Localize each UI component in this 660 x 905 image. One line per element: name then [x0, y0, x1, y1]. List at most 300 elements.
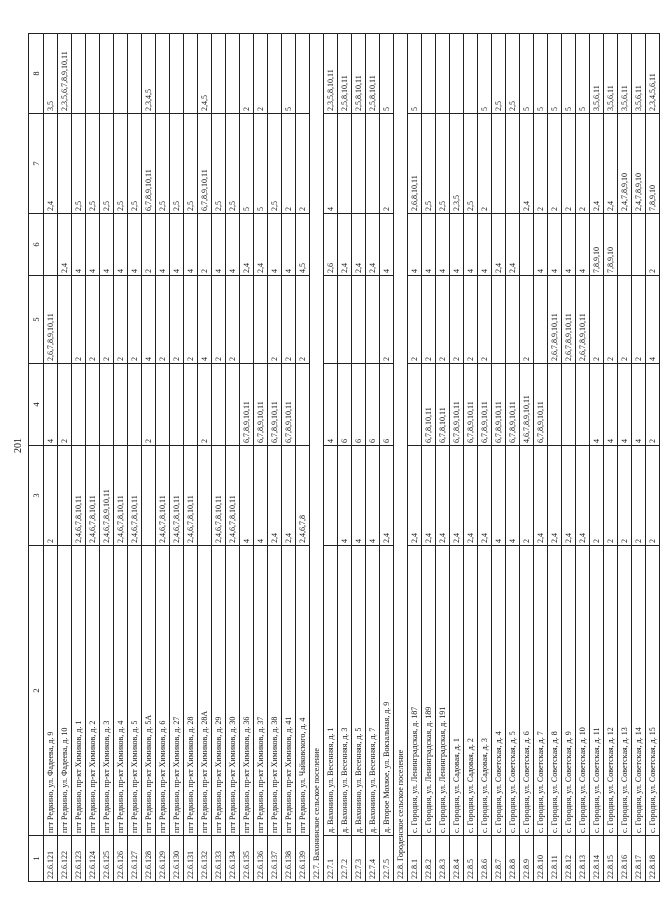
code-cell: 4: [170, 214, 184, 276]
code-cell: 2: [212, 276, 226, 364]
code-cell: 2: [618, 446, 632, 546]
code-cell: 4: [422, 214, 436, 276]
code-cell: 2,4: [548, 446, 562, 546]
code-cell: 4: [324, 114, 338, 214]
code-cell: 2: [58, 364, 72, 446]
code-cell: 2: [436, 276, 450, 364]
code-cell: 2: [142, 364, 156, 446]
code-cell: [366, 114, 380, 214]
code-cell: [268, 34, 282, 114]
code-cell: 2,5,8,10,11: [366, 34, 380, 114]
code-cell: 5: [282, 34, 296, 114]
row-number-cell: 22.6.124: [86, 836, 100, 882]
code-cell: 2,4: [450, 446, 464, 546]
address-cell: с. Городня, ул. Советская, д. 14: [632, 546, 646, 836]
code-cell: [520, 214, 534, 276]
row-number-cell: 22.6.130: [170, 836, 184, 882]
code-cell: [422, 34, 436, 114]
table-row: [254, 34, 268, 882]
code-cell: [464, 34, 478, 114]
code-cell: 2: [380, 114, 394, 214]
row-number-cell: 22.6.121: [44, 836, 58, 882]
code-cell: 2,4,6,7,8,10,11: [156, 446, 170, 546]
code-cell: 5: [534, 34, 548, 114]
address-cell: пгт Редкино, пр-кт Химиков, д. 29: [212, 546, 226, 836]
table-row: [212, 34, 226, 882]
code-cell: 2,4: [422, 446, 436, 546]
code-cell: 4: [128, 214, 142, 276]
code-cell: 2,4: [268, 446, 282, 546]
address-cell: с. Городня, ул. Ленинградская, д. 191: [436, 546, 450, 836]
code-cell: 2: [72, 276, 86, 364]
code-cell: 2,4,6,7,8,10,11: [72, 446, 86, 546]
code-cell: 4: [72, 214, 86, 276]
code-cell: 2,4: [240, 214, 254, 276]
row-number-cell: 22.6.123: [72, 836, 86, 882]
row-number-cell: 22.8.1: [408, 836, 422, 882]
code-cell: 2: [226, 276, 240, 364]
code-cell: [436, 34, 450, 114]
code-cell: 2,4,6,7,8,10,11: [128, 446, 142, 546]
code-cell: [450, 34, 464, 114]
header-cell: 1: [29, 836, 44, 882]
code-cell: 2,4: [408, 446, 422, 546]
code-cell: 2,5,8,10,11: [352, 34, 366, 114]
code-cell: 6,7,8,9,10,11: [142, 114, 156, 214]
table-row: [240, 34, 254, 882]
code-cell: 6,7,8,9,10,11: [254, 364, 268, 446]
table-row: [436, 34, 450, 882]
header-cell: 2: [29, 546, 44, 836]
table-row: [618, 34, 632, 882]
code-cell: 2,4,6,7,8,10,11: [170, 446, 184, 546]
code-cell: [128, 34, 142, 114]
address-cell: пгт Редкино, пр-кт Химиков, д. 27: [170, 546, 184, 836]
code-cell: 3,5,6,11: [590, 34, 604, 114]
code-cell: 2: [282, 114, 296, 214]
code-cell: 2,6,7,8,9,10,11: [44, 276, 58, 364]
code-cell: [156, 34, 170, 114]
row-number-cell: 22.8.15: [604, 836, 618, 882]
table-row: [520, 34, 534, 882]
section-title: 22.8. Городенское сельское поселение: [394, 34, 408, 882]
code-cell: 2,4: [562, 446, 576, 546]
row-number-cell: 22.6.133: [212, 836, 226, 882]
header-cell: 3: [29, 446, 44, 546]
code-cell: 2: [632, 276, 646, 364]
address-cell: с. Городня, ул. Советская, д. 13: [618, 546, 632, 836]
address-cell: д. Вахонино, ул. Весенняя, д. 3: [338, 546, 352, 836]
table-row: [646, 34, 660, 882]
code-cell: 6,7,8,9,10,11: [450, 364, 464, 446]
code-cell: 4: [478, 214, 492, 276]
table-row: [324, 34, 338, 882]
code-cell: 2: [408, 276, 422, 364]
code-cell: 4: [142, 276, 156, 364]
code-cell: 4: [548, 214, 562, 276]
code-cell: 4: [604, 364, 618, 446]
code-cell: 4: [562, 214, 576, 276]
address-cell: с. Городня, ул. Советская, д. 9: [562, 546, 576, 836]
code-cell: [142, 446, 156, 546]
code-cell: 6: [352, 364, 366, 446]
table-row: [478, 34, 492, 882]
code-cell: 2: [632, 446, 646, 546]
code-cell: 2: [590, 446, 604, 546]
address-cell: пгт Редкино, пр-кт Химиков, д. 28: [184, 546, 198, 836]
code-cell: 2: [282, 276, 296, 364]
code-cell: [562, 364, 576, 446]
code-cell: 4: [436, 214, 450, 276]
table-row: [576, 34, 590, 882]
code-cell: [492, 276, 506, 364]
table-row: [86, 34, 100, 882]
table-row: [464, 34, 478, 882]
address-cell: с. Городня, ул. Садовая, д. 1: [450, 546, 464, 836]
code-cell: 2,4: [58, 214, 72, 276]
code-cell: [198, 446, 212, 546]
code-cell: 2,3,5,8,10,11: [324, 34, 338, 114]
code-cell: 2,4,6,7,8: [296, 446, 310, 546]
code-cell: 4: [86, 214, 100, 276]
code-cell: 4: [212, 214, 226, 276]
code-cell: 4: [380, 214, 394, 276]
table-row: [590, 34, 604, 882]
address-cell: пгт Редкино, пр-кт Химиков, д. 3: [100, 546, 114, 836]
table-row: [366, 34, 380, 882]
code-cell: 2,6: [324, 214, 338, 276]
code-cell: 2: [450, 276, 464, 364]
code-cell: 5: [380, 34, 394, 114]
code-cell: 2,5: [506, 34, 520, 114]
row-number-cell: 22.6.137: [268, 836, 282, 882]
table-row: [548, 34, 562, 882]
row-number-cell: 22.7.3: [352, 836, 366, 882]
code-cell: 2: [618, 276, 632, 364]
code-cell: 2,6,8,10,11: [408, 114, 422, 214]
row-number-cell: 22.7.5: [380, 836, 394, 882]
code-cell: 5: [408, 34, 422, 114]
code-cell: [338, 114, 352, 214]
code-cell: [324, 276, 338, 364]
table-row: [44, 34, 58, 882]
code-cell: [296, 34, 310, 114]
code-cell: 4: [156, 214, 170, 276]
row-number-cell: 22.6.134: [226, 836, 240, 882]
code-cell: 2: [240, 34, 254, 114]
code-cell: 4: [366, 446, 380, 546]
code-cell: [226, 34, 240, 114]
code-cell: [576, 364, 590, 446]
code-cell: [212, 34, 226, 114]
address-cell: пгт Редкино, ул. Чайковского, д. 4: [296, 546, 310, 836]
code-cell: 6,7,8,9,10,11: [506, 364, 520, 446]
code-cell: 2,4,6,7,8,10,11: [212, 446, 226, 546]
code-cell: 3,5,6,11: [632, 34, 646, 114]
code-cell: 4,5: [296, 214, 310, 276]
code-cell: [352, 276, 366, 364]
row-number-cell: 22.8.11: [548, 836, 562, 882]
code-cell: 2: [142, 214, 156, 276]
row-number-cell: 22.8.16: [618, 836, 632, 882]
code-cell: [58, 276, 72, 364]
code-cell: [86, 364, 100, 446]
table-row: [268, 34, 282, 882]
header-cell: 4: [29, 364, 44, 446]
code-cell: 4: [338, 446, 352, 546]
code-cell: 4: [450, 214, 464, 276]
table-body: [29, 34, 660, 882]
code-cell: 2,3,5: [450, 114, 464, 214]
table-row: [632, 34, 646, 882]
code-cell: 2,4: [282, 446, 296, 546]
code-cell: 6,7,8,9,10,11: [478, 364, 492, 446]
code-cell: 4,6,7,8,9,10,11: [520, 364, 534, 446]
table-row: [58, 34, 72, 882]
address-cell: пгт Редкино, ул. Фадеева, д. 10: [58, 546, 72, 836]
row-number-cell: 22.6.125: [100, 836, 114, 882]
code-cell: 2,5,8,10,11: [338, 34, 352, 114]
code-cell: 4: [240, 446, 254, 546]
code-cell: 4: [534, 214, 548, 276]
code-cell: 5: [562, 34, 576, 114]
row-number-cell: 22.8.3: [436, 836, 450, 882]
code-cell: 2,4: [576, 446, 590, 546]
code-cell: 4: [114, 214, 128, 276]
code-cell: 2,5: [212, 114, 226, 214]
code-cell: 4: [324, 364, 338, 446]
code-cell: 2: [86, 276, 100, 364]
code-cell: 4: [618, 364, 632, 446]
code-cell: [408, 364, 422, 446]
section-row: [310, 34, 324, 882]
code-cell: [114, 34, 128, 114]
code-cell: 5: [240, 114, 254, 214]
row-number-cell: 22.7.1: [324, 836, 338, 882]
row-number-cell: 22.8.17: [632, 836, 646, 882]
address-cell: д. Вахонино, ул. Весенняя, д. 5: [352, 546, 366, 836]
address-cell: с. Городня, ул. Советская, д. 4: [492, 546, 506, 836]
code-cell: [240, 276, 254, 364]
header-cell: 8: [29, 34, 44, 114]
code-cell: 2,4: [520, 114, 534, 214]
code-cell: [254, 276, 268, 364]
code-cell: 6,7,8,9,10,11: [492, 364, 506, 446]
code-cell: 6: [338, 364, 352, 446]
code-cell: 3,5: [44, 34, 58, 114]
address-cell: с. Городня, ул. Советская, д. 7: [534, 546, 548, 836]
address-cell: пгт Редкино, пр-кт Химиков, д. 1: [72, 546, 86, 836]
code-cell: 2: [296, 276, 310, 364]
code-cell: 2,4,5: [198, 34, 212, 114]
header-row: [29, 34, 44, 882]
table-row: [296, 34, 310, 882]
address-cell: пгт Редкино, пр-кт Химиков, д. 38: [268, 546, 282, 836]
address-cell: с. Городня, ул. Садовая, д. 2: [464, 546, 478, 836]
address-cell: с. Городня, ул. Советская, д. 10: [576, 546, 590, 836]
code-cell: 2,6,7,8,9,10,11: [576, 276, 590, 364]
code-cell: [506, 276, 520, 364]
address-cell: пгт Редкино, пр-кт Химиков, д. 36: [240, 546, 254, 836]
table-row: [380, 34, 394, 882]
table-row: [226, 34, 240, 882]
address-cell: пгт Редкино, пр-кт Химиков, д. 4: [114, 546, 128, 836]
code-cell: 5: [548, 34, 562, 114]
code-cell: 2,5: [114, 114, 128, 214]
code-cell: 4: [646, 276, 660, 364]
table-row: [170, 34, 184, 882]
code-cell: 2: [128, 276, 142, 364]
code-cell: 6,7,8,9,10,11: [198, 114, 212, 214]
code-cell: 6,7,8,10,11: [422, 364, 436, 446]
code-cell: 2,3,4,5: [142, 34, 156, 114]
code-cell: 2: [604, 276, 618, 364]
code-cell: 2,3,4,5,6,11: [646, 34, 660, 114]
code-cell: 2: [464, 276, 478, 364]
address-cell: с. Городня, ул. Советская, д. 6: [520, 546, 534, 836]
code-cell: 2: [380, 276, 394, 364]
row-number-cell: 22.8.2: [422, 836, 436, 882]
code-cell: 2: [646, 214, 660, 276]
code-cell: 4: [352, 446, 366, 546]
header-cell: 5: [29, 276, 44, 364]
code-cell: 4: [632, 364, 646, 446]
row-number-cell: 22.6.128: [142, 836, 156, 882]
page-number: 201: [13, 438, 24, 453]
code-cell: 6: [366, 364, 380, 446]
address-cell: пгт Редкино, пр-кт Химиков, д. 5А: [142, 546, 156, 836]
rotated-document: [28, 34, 657, 882]
row-number-cell: 22.6.136: [254, 836, 268, 882]
row-number-cell: 22.8.9: [520, 836, 534, 882]
code-cell: 2: [548, 114, 562, 214]
row-number-cell: 22.6.132: [198, 836, 212, 882]
code-cell: 6,7,8,9,10,11: [534, 364, 548, 446]
table-row: [128, 34, 142, 882]
table-row: [408, 34, 422, 882]
code-cell: 2: [156, 276, 170, 364]
code-cell: 2,4: [352, 214, 366, 276]
code-cell: 2: [604, 446, 618, 546]
code-cell: 4: [184, 214, 198, 276]
code-cell: [86, 34, 100, 114]
address-cell: д. Второе Мохвое, ул. Вокзальная, д. 9: [380, 546, 394, 836]
code-cell: 2,5: [72, 114, 86, 214]
code-cell: 2: [170, 276, 184, 364]
code-cell: 2: [198, 364, 212, 446]
code-cell: 7,8,9,10: [646, 114, 660, 214]
code-cell: 2,4: [44, 114, 58, 214]
code-cell: 4: [408, 214, 422, 276]
code-cell: 4: [268, 214, 282, 276]
code-cell: [170, 34, 184, 114]
table-row: [534, 34, 548, 882]
address-cell: пгт Редкино, пр-кт Химиков, д. 2: [86, 546, 100, 836]
code-cell: 5: [520, 34, 534, 114]
code-cell: 2,4: [366, 214, 380, 276]
code-cell: [44, 214, 58, 276]
table-row: [506, 34, 520, 882]
row-number-cell: 22.8.12: [562, 836, 576, 882]
code-cell: 4: [44, 364, 58, 446]
code-cell: 5: [254, 114, 268, 214]
table-row: [604, 34, 618, 882]
address-cell: д. Вахонино, ул. Весенняя, д. 7: [366, 546, 380, 836]
code-cell: 6,7,8,9,10,11: [464, 364, 478, 446]
row-number-cell: 22.8.14: [590, 836, 604, 882]
code-cell: [632, 214, 646, 276]
code-cell: [156, 364, 170, 446]
code-cell: 2: [534, 114, 548, 214]
code-cell: [212, 364, 226, 446]
code-cell: 2,6,7,8,9,10,11: [548, 276, 562, 364]
code-cell: 2: [198, 214, 212, 276]
row-number-cell: 22.8.18: [646, 836, 660, 882]
address-cell: пгт Редкино, пр-кт Химиков, д. 6: [156, 546, 170, 836]
code-cell: 2,4: [338, 214, 352, 276]
row-number-cell: 22.6.139: [296, 836, 310, 882]
code-cell: [170, 364, 184, 446]
address-cell: пгт Редкино, пр-кт Химиков, д. 30: [226, 546, 240, 836]
code-cell: [114, 364, 128, 446]
row-number-cell: 22.6.127: [128, 836, 142, 882]
code-cell: [100, 364, 114, 446]
code-cell: 2: [562, 114, 576, 214]
code-cell: 2,3,5,6,7,8,9,10,11: [58, 34, 72, 114]
row-number-cell: 22.6.126: [114, 836, 128, 882]
row-number-cell: 22.8.6: [478, 836, 492, 882]
table-row: [100, 34, 114, 882]
code-cell: 3,5,6,11: [618, 34, 632, 114]
code-cell: 2: [646, 446, 660, 546]
address-cell: с. Городня, ул. Советская, д. 8: [548, 546, 562, 836]
code-cell: 2: [590, 276, 604, 364]
address-cell: с. Городня, ул. Советская, д. 11: [590, 546, 604, 836]
code-cell: 4: [464, 214, 478, 276]
row-number-cell: 22.6.129: [156, 836, 170, 882]
row-number-cell: 22.8.7: [492, 836, 506, 882]
address-cell: пгт Редкино, пр-кт Химиков, д. 41: [282, 546, 296, 836]
row-number-cell: 22.6.131: [184, 836, 198, 882]
address-cell: пгт Редкино, пр-кт Химиков, д. 37: [254, 546, 268, 836]
code-cell: 7,8,9,10: [604, 214, 618, 276]
code-cell: 2,5: [422, 114, 436, 214]
row-number-cell: 22.7.2: [338, 836, 352, 882]
code-cell: 2: [422, 276, 436, 364]
code-cell: [72, 34, 86, 114]
code-cell: 4: [506, 446, 520, 546]
row-number-cell: 22.8.4: [450, 836, 464, 882]
code-cell: 4: [492, 446, 506, 546]
table-row: [352, 34, 366, 882]
table-row: [198, 34, 212, 882]
table-row: [184, 34, 198, 882]
address-cell: с. Городня, ул. Советская, д. 12: [604, 546, 618, 836]
code-cell: 2,4: [254, 214, 268, 276]
row-number-cell: 22.8.8: [506, 836, 520, 882]
code-cell: 6: [380, 364, 394, 446]
address-cell: с. Городня, ул. Советская, д. 15: [646, 546, 660, 836]
table-row: [282, 34, 296, 882]
code-cell: 2,4: [590, 114, 604, 214]
code-cell: 2: [520, 276, 534, 364]
code-cell: 2,5: [170, 114, 184, 214]
code-cell: 2,4: [478, 446, 492, 546]
code-cell: 2,5: [464, 114, 478, 214]
row-number-cell: 22.8.13: [576, 836, 590, 882]
code-cell: 2,5: [492, 34, 506, 114]
table-row: [562, 34, 576, 882]
